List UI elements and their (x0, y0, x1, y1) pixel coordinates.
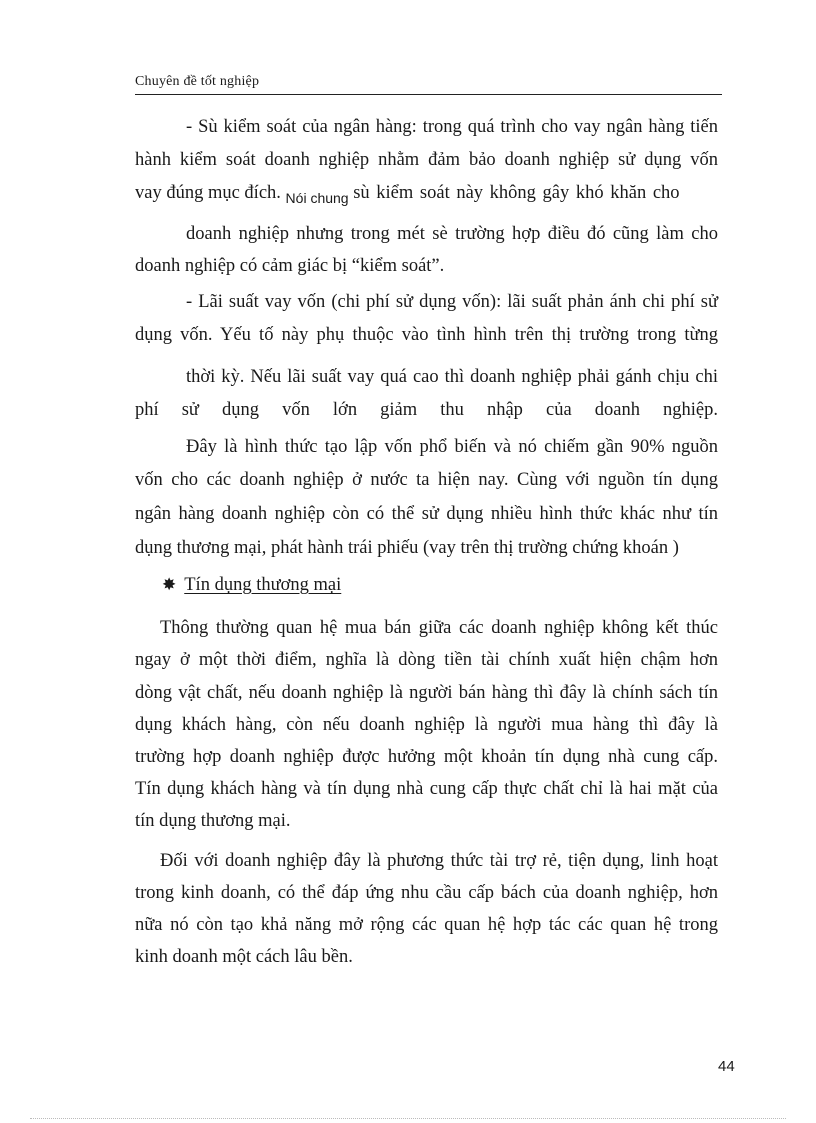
paragraph-line: dụng vốn. Yếu tố này phụ thuộc vào tình hình trên thị trường trong từng (135, 325, 718, 345)
header-title: Chuyên đề tốt nghiệp (135, 74, 260, 89)
paragraph-line: thời kỳ. Nếu lãi suất vay quá cao thì doanh nghiệp phải gánh chịu chi (186, 367, 718, 387)
asterisk-bullet-icon: ✸ (162, 575, 177, 594)
page-header (135, 72, 722, 95)
paragraph-line: nữa nó còn tạo khả năng mở rộng các quan hệ hợp tác các quan hệ trong (135, 915, 718, 935)
paragraph-line: dụng thương mại, phát hành trái phiếu (vay trên thị trường chứng khoán ) (135, 538, 679, 558)
paragraph-line: ngân hàng doanh nghiệp còn có thể sử dụng nhiều hình thức khác như tín (135, 504, 718, 524)
paragraph-line: kinh doanh một cách lâu bền. (135, 947, 353, 967)
paragraph-line: tín dụng thương mại. (135, 811, 291, 831)
paragraph-line: trường hợp doanh nghiệp được hưởng một khoản tín dụng nhà cung cấp. (135, 747, 718, 767)
paragraph-line (135, 182, 718, 204)
paragraph-line: Thông thường quan hệ mua bán giữa các doanh nghiệp không kết thúc (160, 618, 718, 638)
footer-divider (30, 1118, 786, 1119)
section-heading (162, 574, 341, 596)
paragraph-line: dòng vật chất, nếu doanh nghiệp là người bán hàng thì đây là chính sách tín (135, 683, 718, 703)
paragraph-line: Đối với doanh nghiệp đây là phương thức tài trợ rẻ, tiện dụng, linh hoạt (160, 851, 718, 871)
text-segment: sù kiểm soát này không gây khó khăn cho (353, 183, 680, 203)
paragraph-line: Đây là hình thức tạo lập vốn phổ biến và nó chiếm gần 90% nguồn (186, 437, 718, 457)
section-heading-title: Tín dụng thương mại (184, 575, 342, 595)
paragraph-line: hành kiểm soát doanh nghiệp nhằm đảm bảo doanh nghiệp sử dụng vốn (135, 150, 718, 170)
paragraph-line: - Lãi suất vay vốn (chi phí sử dụng vốn): lãi suất phản ánh chi phí sử (186, 292, 718, 312)
inserted-text: Nói chung (285, 190, 349, 206)
paragraph-line: doanh nghiệp nhưng trong mét sè trường hợp điều đó cũng làm cho (186, 224, 718, 244)
paragraph-line: vốn cho các doanh nghiệp ở nước ta hiện nay. Cùng với nguồn tín dụng (135, 470, 718, 490)
paragraph-line: dụng khách hàng, còn nếu doanh nghiệp là người mua hàng thì đây là (135, 715, 718, 735)
page-number: 44 (718, 1058, 735, 1075)
paragraph-line: trong kinh doanh, có thể đáp ứng nhu cầu cấp bách của doanh nghiệp, hơn (135, 883, 718, 903)
text-segment: vay đúng mục đích. (135, 183, 281, 203)
paragraph-line: phí sử dụng vốn lớn giảm thu nhập của doanh nghiệp. (135, 400, 718, 420)
paragraph-line: ngay ở một thời điểm, nghĩa là dòng tiền tài chính xuất hiện chậm hơn (135, 650, 718, 670)
paragraph-line: Tín dụng khách hàng và tín dụng nhà cung cấp thực chất chỉ là hai mặt của (135, 779, 718, 799)
paragraph-line: doanh nghiệp có cảm giác bị “kiểm soát”. (135, 256, 445, 276)
paragraph-line: - Sù kiểm soát của ngân hàng: trong quá trình cho vay ngân hàng tiến (186, 117, 718, 137)
